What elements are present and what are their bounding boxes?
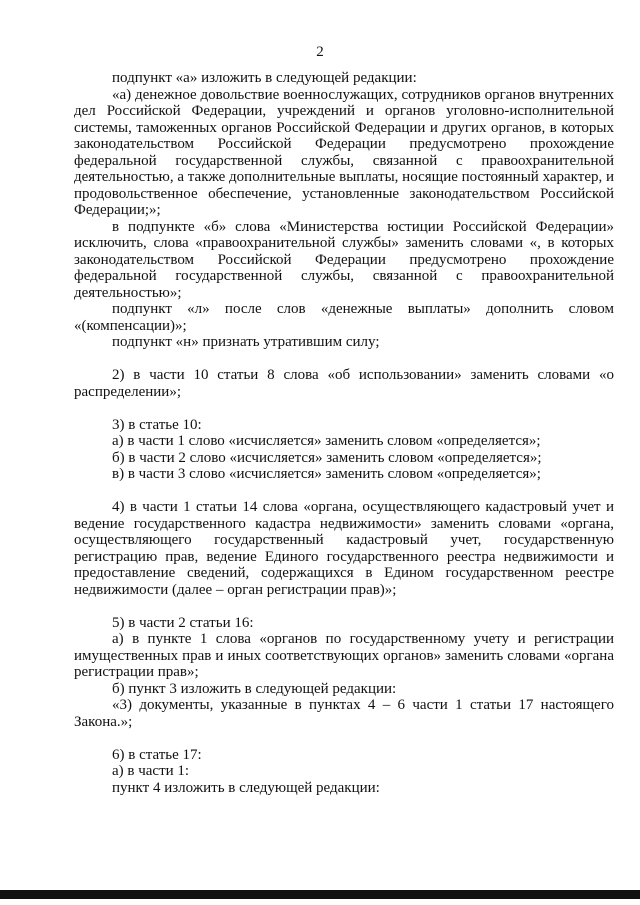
paragraph: б) пункт 3 изложить в следующей редакции: [112, 680, 397, 697]
paragraph: подпункт «а» изложить в следующей редакции: [112, 70, 417, 86]
paragraph: а) в части 1: [112, 763, 190, 779]
paragraph: 3) в статье 10: [112, 416, 202, 433]
paragraph: пункт 4 изложить в следующей редакции: [112, 779, 380, 796]
paragraph: 2) в части 10 статьи 8 слова «об использовании» заменить словами «о распределении»; [74, 367, 614, 400]
scan-edge-bar [0, 890, 640, 899]
paragraph: б) в части 2 слово «исчисляется» заменить словом «определяется»; [112, 449, 542, 466]
paragraph: «3) документы, указанные в пунктах 4 – 6 части 1 статьи 17 настоящего Закона.»; [74, 697, 614, 730]
paragraph: в подпункте «б» слова «Министерства юстиции Российской Федерации» исключить, слова «правоохранительной службы» заменить словами «, в которых законодательством Российской Федерации предусмотрено прохождение федеральной государственной службы, связанной с правоохранительной деятельностью»; [74, 218, 614, 301]
paragraph: 6) в статье 17: [112, 746, 202, 763]
paragraph: в) в части 3 слово «исчисляется» заменить словом «определяется»; [112, 466, 541, 482]
document-body [74, 70, 614, 796]
spacer [74, 351, 614, 368]
spacer [74, 730, 614, 747]
spacer [74, 598, 614, 615]
paragraph: а) в пункте 1 слова «органов по государственному учету и регистрации имущественных прав и иных соответствующих органов» заменить словами «органа регистрации прав»; [74, 631, 614, 680]
paragraph: «а) денежное довольствие военнослужащих, сотрудников органов внутренних дел Российской Федерации, учреждений и органов уголовно-исполнительной системы, таможенных органов Российской Федерации и других органов, в которых законодательством Российской Федерации предусмотрено прохождение федеральной государственной службы, связанной с правоохранительной деятельностью, а также дополнительные выплаты, носящие постоянный характер, и продовольственное обеспечение, установленные законодательством Российской Федерации;»; [74, 86, 615, 218]
paragraph: а) в части 1 слово «исчисляется» заменить словом «определяется»; [112, 433, 541, 449]
paragraph: 5) в части 2 статьи 16: [112, 614, 254, 631]
paragraph: 4) в части 1 статьи 14 слова «органа, осуществляющего кадастровый учет и ведение государственного кадастра недвижимости» заменить словами «органа, осуществляющего государственный кадастровый учет, государственную регистрацию прав, ведение Единого государственного реестра недвижимости и предоставление сведений, содержащихся в Едином государственном реестре недвижимости (далее – орган регистрации прав)»; [74, 499, 614, 598]
spacer [74, 400, 614, 417]
paragraph: подпункт «н» признать утратившим силу; [112, 334, 380, 350]
paragraph: подпункт «л» после слов «денежные выплаты» дополнить словом «(компенсации)»; [74, 301, 614, 334]
page-number: 2 [316, 44, 324, 60]
spacer [74, 483, 614, 500]
